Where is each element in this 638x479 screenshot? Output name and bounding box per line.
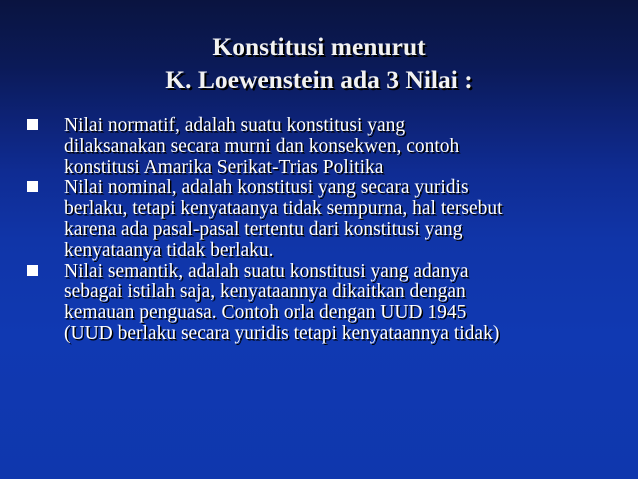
square-bullet-icon (27, 119, 38, 130)
bullet-text-line: kenyataanya tidak berlaku. (64, 239, 274, 261)
title-line-1: Konstitusi menurut (212, 32, 426, 61)
bullet-item-nominal (22, 178, 630, 261)
bullet-text-line: (UUD berlaku secara yuridis tetapi kenyataannya tidak) (64, 322, 500, 344)
square-bullet-icon (27, 181, 38, 192)
bullet-text-line: Nilai semantik, adalah suatu konstitusi yang adanya (64, 260, 469, 282)
bullet-item-normatif (22, 116, 630, 178)
bullet-text-line: dilaksanakan secara murni dan konsekwen, contoh (64, 135, 460, 157)
bullet-text-line: karena ada pasal-pasal tertentu dari konstitusi yang (64, 218, 463, 240)
bullet-text-line: berlaku, tetapi kenyataanya tidak sempurna, hal tersebut (64, 198, 503, 220)
title-line-2: K. Loewenstein ada 3 Nilai : (165, 65, 473, 94)
bullet-text-line: kemauan penguasa. Contoh orla dengan UUD 1945 (64, 302, 467, 324)
bullet-text-line: konstitusi Amarika Serikat-Trias Politika (64, 156, 384, 178)
bullet-text-line: Nilai normatif, adalah suatu konstitusi yang (64, 115, 406, 136)
bullet-list (22, 116, 630, 345)
bullet-text-line: Nilai nominal, adalah konstitusi yang secara yuridis (64, 177, 469, 199)
bullet-item-semantik (22, 262, 630, 345)
slide-title (0, 30, 638, 96)
square-bullet-icon (27, 265, 38, 276)
bullet-text-line: sebagai istilah saja, kenyataannya dikaitkan dengan (64, 281, 466, 303)
